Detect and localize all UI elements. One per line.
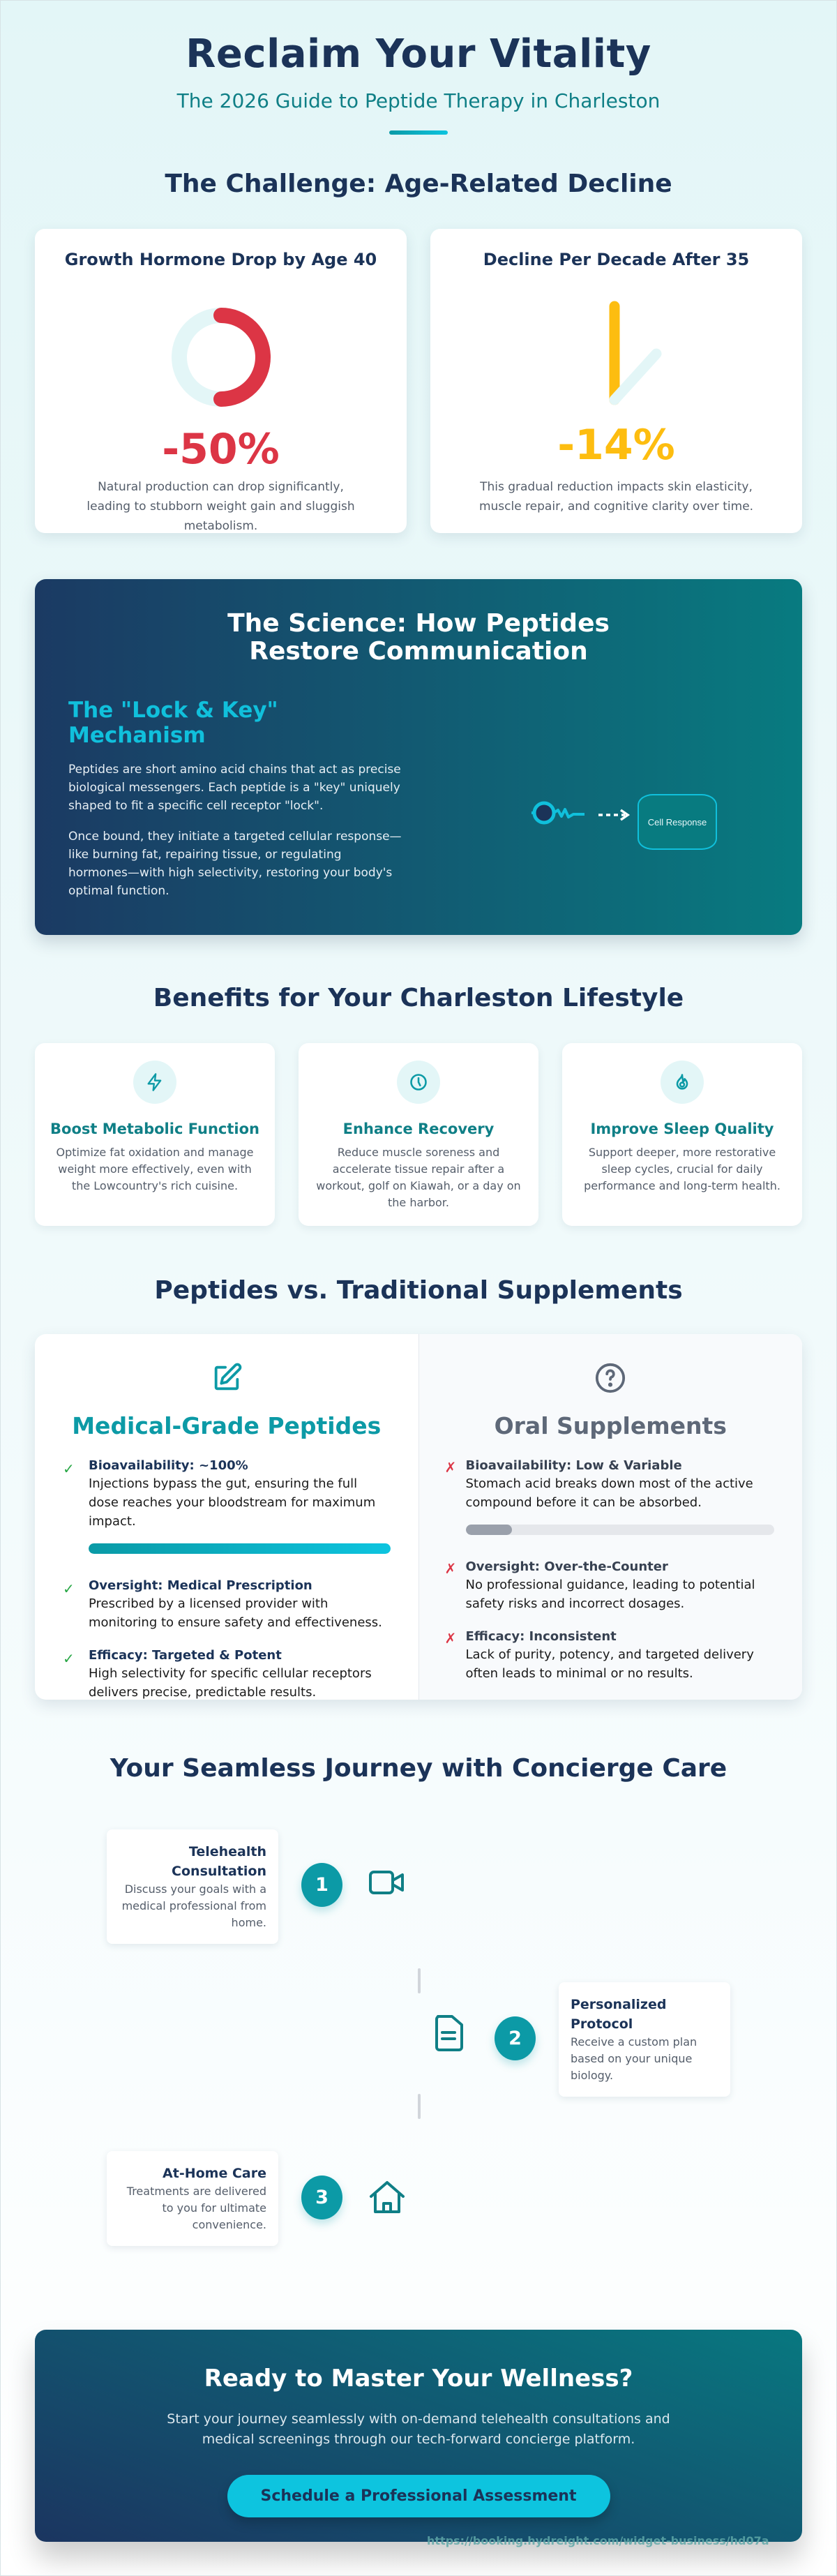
cell-response-box [638, 794, 717, 850]
step-number-badge: 3 [301, 2176, 342, 2219]
item-text: Prescribed by a licensed provider with monitoring to ensure safety and effectiveness. [89, 1596, 382, 1630]
step-description: Discuss your goals with a medical professional from home. [121, 1882, 266, 1929]
cta-section [35, 2330, 802, 2542]
comparison-item [35, 1578, 418, 1632]
benefit-description: Reduce muscle soreness and accelerate tissue repair after a workout, golf on Kiawah, or a day on the harbor. [316, 1146, 521, 1209]
stat-description: This gradual reduction impacts skin elasticity, muscle repair, and cognitive clarity over time. [478, 480, 754, 514]
item-title: Bioavailability: Low & Variable [465, 1458, 682, 1473]
check-icon: ✓ [63, 1580, 75, 1597]
timeline-connector [418, 1968, 421, 1993]
benefits-section [0, 984, 837, 1226]
journey-step-3 [107, 2151, 278, 2246]
declining-line-icon [564, 298, 669, 417]
edit-prescription-icon [35, 1362, 418, 1395]
supplements-column [418, 1334, 803, 1700]
question-circle-icon [419, 1362, 803, 1395]
benefits-title: Benefits for Your Charleston Lifestyle [153, 984, 684, 1012]
comparison-item [35, 1458, 418, 1562]
lightning-icon [133, 1061, 176, 1104]
document-icon [434, 2014, 465, 2053]
stat-value: -14% [557, 421, 675, 470]
peptides-heading: Medical-Grade Peptides [72, 1412, 382, 1439]
home-icon [368, 2178, 406, 2216]
stat-value: -50% [162, 425, 280, 474]
meter-fill [89, 1543, 391, 1554]
step-number-badge: 1 [301, 1863, 342, 1907]
page-subtitle: The 2026 Guide to Peptide Therapy in Charleston [176, 89, 661, 112]
item-title: Efficacy: Targeted & Potent [89, 1648, 282, 1663]
science-title: The Science: How Peptides Restore Communication [227, 609, 610, 666]
science-paragraph: Peptides are short amino acid chains that act as precise biological messengers. Each peptide is a "key" uniquely shaped to fit a specific cell receptor "lock". [68, 763, 401, 813]
meter-fill [466, 1525, 512, 1535]
challenge-title: The Challenge: Age-Related Decline [165, 170, 672, 198]
peptide-key-icon [530, 795, 593, 830]
benefit-card-recovery [299, 1043, 538, 1226]
comparison-table [35, 1334, 802, 1700]
lock-key-diagram [530, 774, 753, 851]
item-text: Lack of purity, potency, and targeted delivery often leads to minimal or no results. [465, 1647, 754, 1681]
comparison-section [0, 1276, 837, 1700]
science-subtitle: The "Lock & Key" Mechanism [68, 698, 278, 748]
benefit-cards [35, 1043, 802, 1226]
comparison-item [419, 1559, 803, 1613]
step-title: Personalized Protocol [571, 1997, 667, 2032]
item-title: Bioavailability: ~100% [89, 1458, 248, 1473]
clock-icon [397, 1061, 440, 1104]
benefit-title: Improve Sleep Quality [590, 1121, 774, 1137]
supplements-heading: Oral Supplements [494, 1412, 727, 1439]
item-text: Injections bypass the gut, ensuring the full dose reaches your bloodstream for maximum impact. [89, 1476, 376, 1529]
hero-header [0, 0, 837, 135]
step-title: At-Home Care [163, 2166, 266, 2181]
bioavailability-meter [89, 1543, 391, 1554]
peptides-items [35, 1458, 418, 1700]
cross-icon: ✗ [444, 1560, 457, 1577]
step-description: Receive a custom plan based on your unique biology. [571, 2035, 698, 2082]
cell-response-label: Cell Response [647, 816, 707, 828]
benefit-title: Enhance Recovery [342, 1121, 495, 1137]
benefit-description: Support deeper, more restorative sleep cycles, crucial for daily performance and long-term health. [584, 1146, 781, 1192]
dashed-arrow-icon [597, 808, 632, 822]
journey-title: Your Seamless Journey with Concierge Care [110, 1754, 727, 1783]
comparison-item [419, 1458, 803, 1543]
schedule-assessment-button[interactable]: Schedule a Professional Assessment [227, 2475, 610, 2517]
flame-icon [661, 1061, 704, 1104]
step-description: Treatments are delivered to you for ultimate convenience. [126, 2185, 266, 2231]
stat-card-growth-hormone [35, 229, 407, 533]
check-icon: ✓ [63, 1460, 75, 1477]
benefit-card-sleep [562, 1043, 802, 1226]
item-text: Stomach acid breaks down most of the active compound before it can be absorbed. [465, 1476, 753, 1510]
stat-card-title: Growth Hormone Drop by Age 40 [64, 250, 377, 269]
journey-section [0, 1754, 837, 2284]
stat-card-decline [430, 229, 802, 533]
item-title: Efficacy: Inconsistent [465, 1629, 617, 1644]
benefit-title: Boost Metabolic Function [50, 1121, 259, 1137]
stat-cards [35, 229, 802, 533]
donut-half-icon [169, 305, 273, 410]
video-camera-icon [368, 1869, 406, 1896]
step-title: Telehealth Consultation [172, 1844, 266, 1879]
challenge-section [0, 170, 837, 533]
cta-title: Ready to Master Your Wellness? [204, 2365, 633, 2392]
science-text [68, 698, 403, 900]
item-text: No professional guidance, leading to potential safety risks and incorrect dosages. [465, 1578, 755, 1611]
science-section [35, 579, 802, 935]
benefit-card-metabolic [35, 1043, 275, 1226]
journey-step-2 [559, 1982, 730, 2097]
cta-description: Start your journey seamlessly with on-demand telehealth consultations and medical screenings through our tech-forward concierge platform. [167, 2411, 670, 2447]
science-paragraph: Once bound, they initiate a targeted cellular response—like burning fat, repairing tissue, or regulating hormones—with high selectivity, restoring your body's optimal function. [68, 830, 402, 898]
item-title: Oversight: Medical Prescription [89, 1578, 312, 1593]
stat-description: Natural production can drop significantly, leading to stubborn weight gain and sluggish metabolism. [86, 480, 355, 533]
supplements-items [419, 1458, 803, 1683]
donut-chart [35, 287, 407, 427]
benefit-description: Optimize fat oxidation and manage weight more effectively, even with the Lowcountry's rich cuisine. [56, 1146, 254, 1192]
decline-chart [430, 287, 802, 427]
comparison-item [419, 1628, 803, 1683]
comparison-item [35, 1647, 418, 1700]
step-number-badge: 2 [495, 2016, 536, 2060]
stat-card-title: Decline Per Decade After 35 [483, 250, 750, 269]
bioavailability-meter [466, 1525, 775, 1535]
journey-step-1 [107, 1829, 278, 1944]
cross-icon: ✗ [444, 1630, 457, 1647]
peptides-column [35, 1334, 418, 1700]
cross-icon: ✗ [444, 1459, 457, 1476]
page-title: Reclaim Your Vitality [186, 31, 651, 77]
comparison-title: Peptides vs. Traditional Supplements [154, 1276, 683, 1305]
timeline-connector [418, 2094, 421, 2119]
title-underline-divider [389, 130, 448, 135]
item-title: Oversight: Over-the-Counter [465, 1559, 668, 1574]
booking-link[interactable]: https://booking.hydreight.com/widget-business/hd07a [427, 2534, 769, 2547]
item-text: High selectivity for specific cellular receptors delivers precise, predictable results. [89, 1666, 372, 1700]
check-icon: ✓ [63, 1650, 75, 1667]
